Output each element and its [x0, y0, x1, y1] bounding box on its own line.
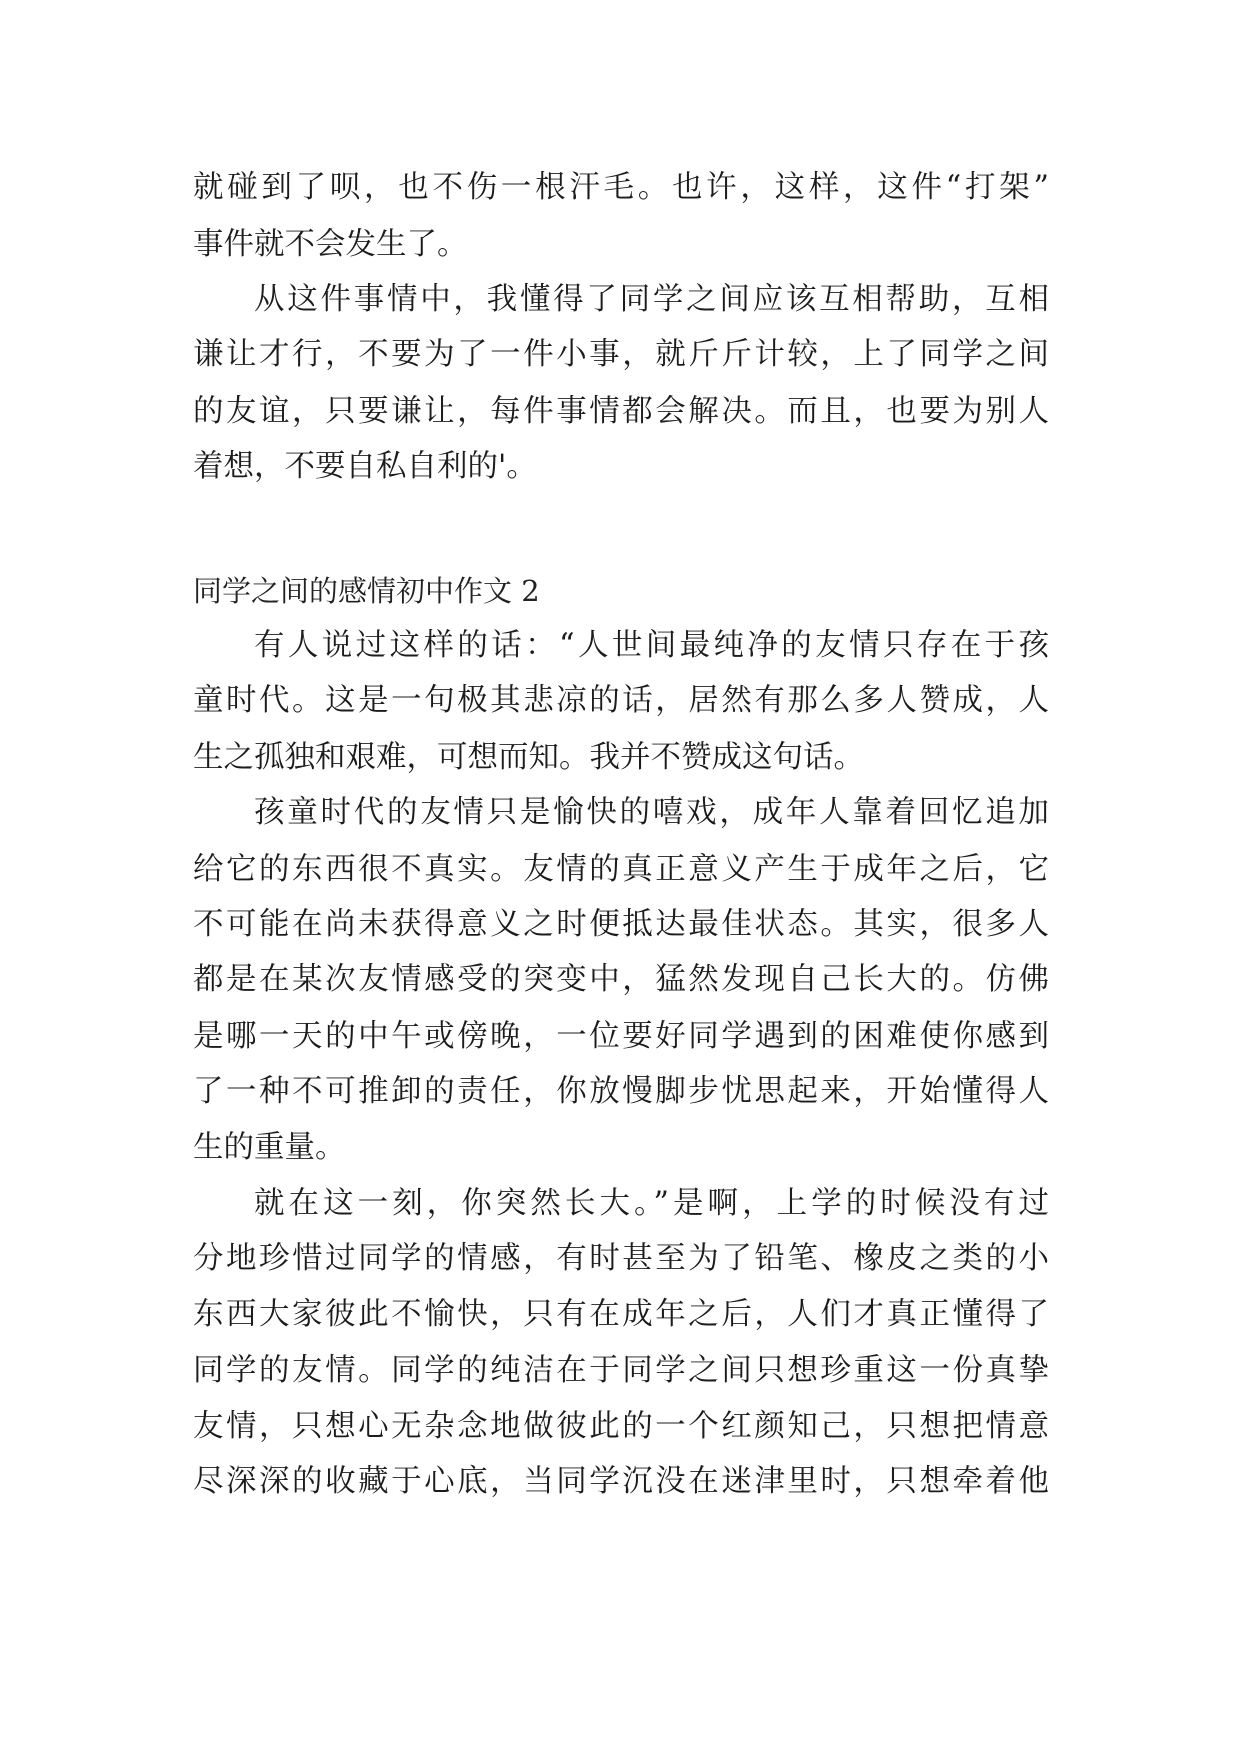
text-line: 同学的友情。同学的纯洁在于同学之间只想珍重这一份真挚: [193, 1353, 1049, 1388]
text-line: 从这件事情中，我懂得了同学之间应该互相帮助，互相: [254, 282, 1049, 317]
text-line: 事件就不会发生了。: [193, 227, 468, 262]
text-line: 就在这一刻，你突然长大。”是啊，上学的时候没有过: [254, 1186, 1049, 1221]
text-line: 都是在某次友情感受的突变中，猛然发现自己长大的。仿佛: [193, 962, 1049, 997]
text-line: 尽深深的收藏于心底，当同学沉没在迷津里时，只想牵着他: [193, 1464, 1049, 1499]
text-line: 的友谊，只要谦让，每件事情都会解决。而且，也要为别人: [193, 394, 1049, 429]
text-line: 给它的东西很不真实。友情的真正意义产生于成年之后，它: [193, 852, 1049, 887]
text-line: 不可能在尚未获得意义之时便抵达最佳状态。其实，很多人: [193, 907, 1049, 942]
text-line: 着想，不要自私自利的'。: [193, 449, 537, 484]
text-line: 生之孤独和艰难，可想而知。我并不赞成这句话。: [193, 740, 864, 775]
text-line: 分地珍惜过同学的情感，有时甚至为了铅笔、橡皮之类的小: [193, 1241, 1049, 1276]
text-line: 生的重量。: [193, 1130, 346, 1165]
text-line: 有人说过这样的话：“人世间最纯净的友情只存在于孩: [254, 628, 1049, 663]
text-line: 童时代。这是一句极其悲凉的话，居然有那么多人赞成，人: [193, 683, 1049, 718]
text-line: 谦让才行，不要为了一件小事，就斤斤计较，上了同学之间: [193, 337, 1049, 372]
text-line: 孩童时代的友情只是愉快的嘻戏，成年人靠着回忆追加: [254, 795, 1049, 830]
text-line: 友情，只想心无杂念地做彼此的一个红颜知己，只想把情意: [193, 1409, 1049, 1444]
text-line: 东西大家彼此不愉快，只有在成年之后，人们才真正懂得了: [193, 1297, 1049, 1332]
section-heading: 同学之间的感情初中作文 2: [193, 574, 540, 608]
text-line: 了一种不可推卸的责任，你放慢脚步忧思起来，开始懂得人: [193, 1074, 1049, 1109]
text-line: 是哪一天的中午或傍晚，一位要好同学遇到的困难使你感到: [193, 1019, 1049, 1054]
text-line: 就碰到了呗，也不伤一根汗毛。也许，这样，这件“打架”: [193, 170, 1049, 205]
